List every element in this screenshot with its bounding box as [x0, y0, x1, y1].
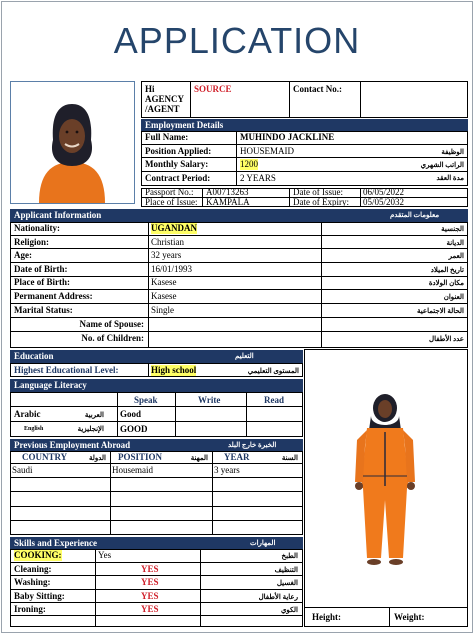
skills-header-ar: المهارات: [250, 539, 276, 547]
language-header: Language Literacy: [10, 379, 303, 392]
passport-no-value: A00713263: [206, 187, 249, 197]
address-label: Permanent Address:: [14, 291, 93, 301]
employment-header: Employment Details: [141, 119, 468, 131]
contract-label: Contract Period:: [145, 173, 211, 183]
skill-ironing-label: Ironing:: [14, 604, 46, 614]
salary-ar: الراتب الشهري: [420, 161, 464, 169]
education-header: [10, 350, 303, 363]
skill-ironing-value: YES: [141, 604, 159, 614]
education-header-ar: التعليم: [235, 352, 254, 360]
dob-ar: تاريخ الميلاد: [430, 266, 464, 274]
nationality-label: Nationality:: [14, 223, 60, 233]
skill-babysitting-value: YES: [141, 591, 159, 601]
lang-english-ar: الإنجليزية: [77, 425, 104, 433]
birthplace-value: Kasese: [151, 277, 177, 287]
contract-ar: مدة العقد: [436, 174, 464, 182]
skill-cooking-ar: الطبخ: [281, 552, 298, 560]
prev-position-value: Housemaid: [112, 465, 153, 475]
previous-header-ar: الخبرة خارج البلد: [228, 441, 277, 449]
age-label: Age:: [14, 250, 32, 260]
age-ar: العمر: [448, 252, 464, 260]
position-ar: الوظيفة: [441, 148, 464, 156]
expiry-date-value: 05/05/2032: [363, 197, 405, 207]
children-label: No. of Children:: [81, 333, 144, 343]
agent-label-line-3: /AGENT: [145, 104, 180, 114]
skill-babysitting-label: Baby Sitting:: [14, 591, 65, 601]
skill-cleaning-label: Cleaning:: [14, 564, 52, 574]
skills-header-label: Skills and Experience: [14, 538, 98, 548]
skill-washing-ar: الغسيل: [276, 579, 298, 587]
prev-col-position-ar: المهنة: [190, 454, 208, 462]
skill-cooking-value: Yes: [98, 550, 112, 560]
passport-photo: [10, 81, 135, 204]
skill-babysitting-ar: رعاية الأطفال: [258, 593, 298, 601]
issue-date-value: 06/05/2022: [363, 187, 405, 197]
passport-no-label: Passport No.:: [145, 187, 194, 197]
lang-arabic-ar: العربية: [84, 411, 104, 419]
religion-ar: الديانة: [446, 239, 464, 247]
marital-value: Single: [151, 305, 175, 315]
previous-header: [10, 439, 303, 451]
applicant-header-ar: معلومات المتقدم: [390, 211, 440, 219]
skills-header: [10, 537, 303, 549]
prev-col-country: COUNTRY: [22, 452, 68, 462]
height-label: Height:: [312, 612, 341, 622]
birthplace-label: Place of Birth:: [14, 277, 70, 287]
agent-label-line-1: Hi: [145, 84, 155, 94]
applicant-header-label: Applicant Information: [14, 210, 102, 220]
dob-label: Date of Birth:: [14, 264, 68, 274]
address-value: Kasese: [151, 291, 177, 301]
salary-value: 1200: [240, 159, 258, 169]
issue-place-value: KAMPALA: [206, 197, 250, 207]
prev-col-position: POSITION: [118, 452, 163, 462]
issue-date-label: Date of Issue:: [293, 187, 343, 197]
children-ar: عدد الأطفال: [429, 335, 464, 343]
source-label: SOURCE: [194, 84, 232, 94]
education-level-value: High school: [151, 365, 197, 375]
full-name-label: Full Name:: [145, 132, 189, 142]
salary-label: Monthly Salary:: [145, 159, 209, 169]
position-value: HOUSEMAID: [240, 146, 294, 156]
prev-col-year: YEAR: [224, 452, 250, 462]
weight-label: Weight:: [394, 612, 425, 622]
skill-ironing-ar: الكوي: [280, 606, 298, 614]
applicant-header: [10, 209, 468, 222]
prev-col-country-ar: الدولة: [88, 454, 106, 462]
prev-year-value: 3 years: [214, 465, 240, 475]
prev-country-value: Saudi: [12, 465, 33, 475]
prev-col-year-ar: السنة: [281, 454, 298, 462]
birthplace-ar: مكان الولادة: [428, 279, 464, 287]
full-name-value: MUHINDO JACKLINE: [240, 132, 335, 142]
agent-label-line-2: AGENCY: [145, 94, 185, 104]
address-ar: العنوان: [443, 293, 464, 301]
religion-value: Christian: [151, 237, 184, 247]
lang-arabic-label: Arabic: [14, 409, 41, 419]
lang-english-speak: GOOD: [120, 424, 148, 434]
contract-value: 2 YEARS: [240, 173, 276, 183]
issue-place-label: Place of Issue:: [145, 197, 198, 207]
lang-arabic-speak: Good: [120, 409, 142, 419]
education-level-ar: المستوى التعليمي: [247, 367, 299, 375]
marital-ar: الحالة الاجتماعية: [417, 307, 464, 315]
nationality-ar: الجنسية: [441, 225, 464, 233]
skill-washing-value: YES: [141, 577, 159, 587]
skill-cleaning-value: YES: [141, 564, 159, 574]
skill-cooking-label: COOKING:: [14, 550, 62, 560]
expiry-date-label: Date of Expiry:: [293, 197, 349, 207]
education-header-label: Education: [14, 351, 54, 361]
lang-col-speak: Speak: [134, 395, 158, 405]
full-body-photo: [304, 349, 468, 627]
dob-value: 16/01/1993: [151, 264, 193, 274]
lang-english-label: English: [24, 426, 44, 432]
religion-label: Religion:: [14, 237, 49, 247]
lang-col-read: Read: [264, 395, 284, 405]
previous-header-label: Previous Employment Abroad: [14, 440, 131, 450]
age-value: 32 years: [151, 250, 182, 260]
page-title: APPLICATION: [113, 20, 361, 61]
marital-label: Marital Status:: [14, 305, 73, 315]
skill-cleaning-ar: التنظيف: [274, 566, 298, 574]
contact-label: Contact No.:: [293, 84, 342, 94]
position-label: Position Applied:: [145, 146, 212, 156]
spouse-label: Name of Spouse:: [79, 319, 144, 329]
lang-col-write: Write: [198, 395, 221, 405]
education-level-label: Highest Educational Level:: [14, 365, 119, 375]
skill-washing-label: Washing:: [14, 577, 51, 587]
nationality-value: UGANDAN: [151, 223, 197, 233]
